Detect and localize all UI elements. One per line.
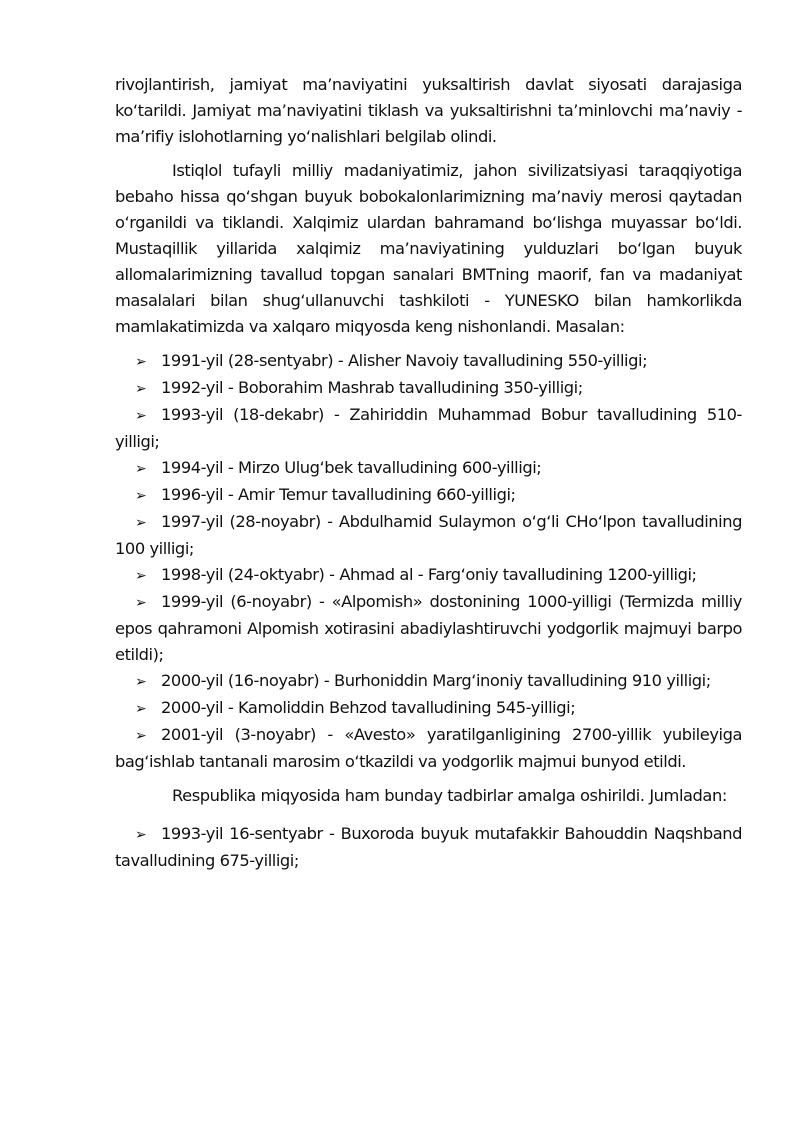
arrow-bullet-icon: ➢	[135, 595, 147, 611]
list-item: ➢ 1991-yil (28-sentyabr) - Alisher Navoiy tavalludining 550-yilligi;	[115, 348, 742, 375]
paragraph-respublika: Respublika miqyosida ham bunday tadbirlar amalga oshirildi. Jumladan:	[172, 786, 727, 805]
list-item: ➢ 2001-yil (3-noyabr) - «Avesto» yaratilganligining 2700-yillik yubileyiga bag‘ishlab tantanali marosim o‘tkazildi va yodgorlik majmui bunyod etildi.	[115, 725, 742, 771]
list-item: ➢ 1993-yil 16-sentyabr - Buxoroda buyuk mutafakkir Bahouddin Naqshband tavalludining 675-yilligi;	[115, 824, 742, 870]
list-item: ➢ 1996-yil - Amir Temur tavalludining 660-yilligi;	[115, 482, 742, 509]
arrow-bullet-icon: ➢	[135, 701, 147, 717]
anniversary-list	[115, 348, 742, 775]
paragraph-intro: rivojlantirish, jamiyat ma’naviyatini yuksaltirish davlat siyosati darajasiga ko‘tarildi. Jamiyat ma’naviyatini tiklash va yuksaltirishni ta’minlovchi ma’naviy - ma’rifiy islohotlarning yo‘nalishlari belgilab olindi.	[115, 75, 742, 146]
arrow-bullet-icon: ➢	[135, 674, 147, 690]
list-item: ➢ 2000-yil - Kamoliddin Behzod tavalludining 545-yilligi;	[115, 695, 742, 722]
arrow-bullet-icon: ➢	[135, 408, 147, 424]
list-item: ➢ 1992-yil - Boborahim Mashrab tavalludining 350-yilligi;	[115, 375, 742, 402]
arrow-bullet-icon: ➢	[135, 515, 147, 531]
arrow-bullet-icon: ➢	[135, 354, 147, 370]
arrow-bullet-icon: ➢	[135, 728, 147, 744]
document-page	[115, 72, 742, 874]
list-item: ➢ 1998-yil (24-oktyabr) - Ahmad al - Farg‘oniy tavalludining 1200-yilligi;	[115, 562, 742, 589]
arrow-bullet-icon: ➢	[135, 488, 147, 504]
list-item: ➢ 1999-yil (6-noyabr) - «Alpomish» dostonining 1000-yilligi (Termizda milliy epos qahramoni Alpomish xotirasini abadiylashtiruvchi yodgorlik majmuyi barpo etildi);	[115, 592, 742, 664]
list-item: ➢ 1997-yil (28-noyabr) - Abdulhamid Sulaymon o‘g‘li CHo‘lpon tavalludining 100 yilligi;	[115, 512, 742, 558]
list-item: ➢ 2000-yil (16-noyabr) - Burhoniddin Marg‘inoniy tavalludining 910 yilligi;	[115, 668, 742, 695]
republic-events-list	[115, 821, 742, 874]
list-item: ➢ 1993-yil (18-dekabr) - Zahiriddin Muhammad Bobur tavalludining 510-yilligi;	[115, 405, 742, 451]
arrow-bullet-icon: ➢	[135, 827, 147, 843]
list-item: ➢ 1994-yil - Mirzo Ulug‘bek tavalludining 600-yilligi;	[115, 455, 742, 482]
arrow-bullet-icon: ➢	[135, 381, 147, 397]
paragraph-istiqlol: Istiqlol tufayli milliy madaniyatimiz, jahon sivilizatsiyasi taraqqiyotiga bebaho hissa qo‘shgan buyuk bobokalonlarimizning ma’naviy merosi qaytadan o‘rganildi va tiklandi. Xalqimiz ulardan bahramand bo‘lishga muyassar bo‘ldi. Mustaqillik yillarida xalqimiz ma’naviyatining yulduzlari bo‘lgan buyuk allomalarimizning tavallud topgan sanalari BMTning maorif, fan va madaniyat masalalari bilan shug‘ullanuvchi tashkiloti - YUNESKO bilan hamkorlikda mamlakatimizda va xalqaro miqyosda keng nishonlandi. Masalan:	[115, 161, 742, 336]
arrow-bullet-icon: ➢	[135, 461, 147, 477]
arrow-bullet-icon: ➢	[135, 568, 147, 584]
